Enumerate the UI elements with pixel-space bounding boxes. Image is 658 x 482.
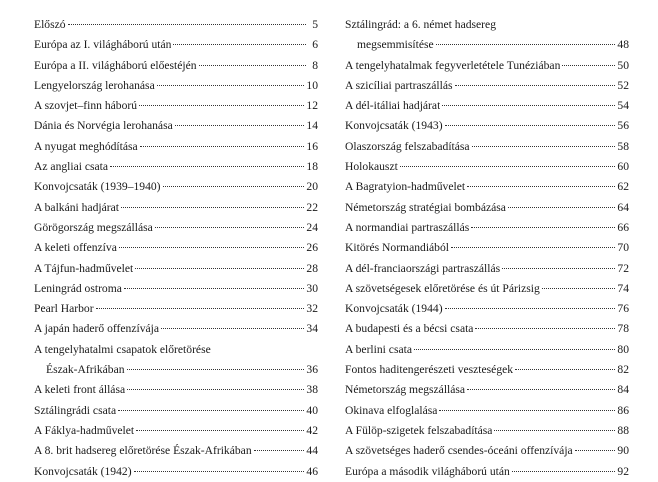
- toc-entry-page-number: 76: [617, 302, 629, 316]
- toc-entry: [34, 198, 318, 218]
- toc-entry-page-number: 22: [306, 200, 318, 214]
- dot-leader: [157, 85, 305, 86]
- toc-entry-page-number: 36: [306, 363, 318, 377]
- toc-entry-page-number: 8: [312, 58, 318, 72]
- toc-entry: [34, 259, 318, 279]
- dot-leader: [451, 247, 615, 248]
- toc-entry-title: Konvojcsaták (1943): [345, 119, 443, 133]
- toc-entry-title: A keleti front állása: [34, 383, 126, 397]
- toc-entry-page-number: 86: [617, 403, 629, 417]
- dot-leader: [442, 105, 615, 106]
- toc-entry-page-number: 60: [617, 160, 629, 174]
- dot-leader: [472, 146, 616, 147]
- toc-entry: [34, 218, 318, 238]
- toc-entry-title: Sztálingrád: a 6. német hadsereg: [345, 18, 496, 31]
- dot-leader: [414, 349, 615, 350]
- toc-entry-page-number: 20: [306, 180, 318, 194]
- toc-entry-title: A budapesti és a bécsi csata: [345, 322, 474, 336]
- toc-entry: [34, 421, 318, 441]
- toc-entry-title: Európa a második világháború után: [345, 464, 510, 478]
- toc-entry: [34, 76, 318, 96]
- toc-entry-title: megsemmisítése: [357, 38, 434, 52]
- toc-right-column: [345, 15, 629, 482]
- dot-leader: [173, 44, 306, 45]
- dot-leader: [124, 288, 305, 289]
- toc-entry-page-number: 88: [617, 423, 629, 437]
- dot-leader: [475, 328, 615, 329]
- toc-entry: [34, 157, 318, 177]
- toc-entry-title: Konvojcsaták (1939–1940): [34, 180, 161, 194]
- toc-entry: [345, 116, 629, 136]
- toc-entry-title: Kitörés Normandiából: [345, 241, 449, 255]
- toc-entry-title: Okinava elfoglalása: [345, 403, 438, 417]
- toc-entry: [34, 360, 318, 380]
- toc-entry-page-number: 54: [617, 99, 629, 113]
- toc-entry-page-number: 74: [617, 281, 629, 295]
- toc-entry-title: A szovjet–finn háború: [34, 99, 138, 113]
- toc-entry: [345, 462, 629, 482]
- toc-entry-title: A keleti offenzíva: [34, 241, 117, 255]
- toc-entry-title: A tengelyhatalmi csapatok előretörése: [34, 342, 211, 356]
- dot-leader: [515, 369, 615, 370]
- dot-leader: [455, 85, 616, 86]
- dot-leader: [119, 247, 305, 248]
- toc-entry-title: Németország megszállása: [345, 383, 466, 397]
- toc-entry-page-number: 78: [617, 322, 629, 336]
- toc-entry: [34, 441, 318, 461]
- toc-entry-title: A Tájfun-hadművelet: [34, 261, 134, 275]
- toc-entry-title: Dánia és Norvégia lerohanása: [34, 119, 173, 133]
- toc-entry-title: A Fülöp-szigetek felszabadítása: [345, 423, 493, 437]
- toc-entry-title: A Bagratyion-hadművelet: [345, 180, 466, 194]
- toc-entry: [34, 279, 318, 299]
- toc-entry-page-number: 28: [306, 261, 318, 275]
- dot-leader: [127, 389, 304, 390]
- toc-entry-page-number: 30: [306, 281, 318, 295]
- dot-leader: [127, 369, 305, 370]
- toc-entry-page-number: 92: [617, 464, 629, 478]
- dot-leader: [163, 186, 305, 187]
- toc-entry-page-number: 58: [617, 139, 629, 153]
- toc-entry: [345, 319, 629, 339]
- dot-leader: [436, 44, 616, 45]
- toc-entry-page-number: 44: [306, 444, 318, 458]
- toc-entry-title: A szicíliai partraszállás: [345, 78, 453, 92]
- toc-entry-page-number: 64: [617, 200, 629, 214]
- toc-entry-title: Olaszország felszabadítása: [345, 139, 470, 153]
- toc-entry-page-number: 62: [617, 180, 629, 194]
- toc-entry-page-number: 40: [306, 403, 318, 417]
- toc-entry: [345, 177, 629, 197]
- toc-entry-page-number: 52: [617, 78, 629, 92]
- toc-entry-page-number: 14: [306, 119, 318, 133]
- dot-leader: [121, 207, 304, 208]
- toc-entry-page-number: 70: [617, 241, 629, 255]
- dot-leader: [445, 125, 616, 126]
- toc-entry-title: A szövetségesek előretörése és út Párizsig: [345, 281, 540, 295]
- toc-entry-title: Fontos haditengerészeti veszteségek: [345, 363, 514, 377]
- toc-entry-page-number: 5: [312, 18, 318, 31]
- toc-entry: [34, 35, 318, 55]
- dot-leader: [575, 450, 616, 451]
- toc-entry-page-number: 6: [312, 38, 318, 52]
- toc-entry: [345, 238, 629, 258]
- dot-leader: [467, 186, 615, 187]
- toc-entry: [34, 401, 318, 421]
- dot-leader: [136, 430, 304, 431]
- toc-entry: [34, 340, 318, 360]
- toc-entry-page-number: 12: [306, 99, 318, 113]
- dot-leader: [135, 268, 304, 269]
- toc-entry-page-number: 24: [306, 220, 318, 234]
- dot-leader: [467, 389, 615, 390]
- toc-entry-title: Észak-Afrikában: [46, 363, 125, 377]
- dot-leader: [140, 146, 305, 147]
- dot-leader: [139, 105, 304, 106]
- toc-entry-title: Holokauszt: [345, 160, 398, 174]
- toc-entry: [345, 299, 629, 319]
- toc-entry-page-number: 84: [617, 383, 629, 397]
- toc-entry-page-number: 16: [306, 139, 318, 153]
- dot-leader: [494, 430, 615, 431]
- toc-entry: [34, 116, 318, 136]
- toc-entry-title: A Fáklya-hadművelet: [34, 423, 135, 437]
- toc-left-column: [34, 15, 318, 482]
- toc-entry: [345, 56, 629, 76]
- toc-entry: [345, 15, 629, 35]
- toc-entry-title: Pearl Harbor: [34, 302, 94, 316]
- toc-entry: [34, 177, 318, 197]
- dot-leader: [175, 125, 305, 126]
- toc-entry: [345, 218, 629, 238]
- toc-entry-title: Sztálingrádi csata: [34, 403, 117, 417]
- dot-leader: [161, 328, 304, 329]
- toc-entry: [345, 401, 629, 421]
- dot-leader: [512, 471, 616, 472]
- dot-leader: [199, 65, 306, 66]
- toc-entry-title: A nyugat meghódítása: [34, 139, 138, 153]
- toc-entry: [34, 137, 318, 157]
- toc-entry-title: A normandiai partraszállás: [345, 220, 470, 234]
- toc-entry: [345, 35, 629, 55]
- toc-entry: [34, 319, 318, 339]
- dot-leader: [445, 308, 616, 309]
- toc-entry-title: Görögország megszállása: [34, 220, 153, 234]
- toc-entry-title: A berlini csata: [345, 342, 412, 356]
- toc-entry-page-number: 72: [617, 261, 629, 275]
- toc-entry: [345, 96, 629, 116]
- toc-entry: [345, 380, 629, 400]
- toc-entry: [345, 157, 629, 177]
- toc-entry: [345, 198, 629, 218]
- toc-entry: [34, 380, 318, 400]
- toc-entry-title: A balkáni hadjárat: [34, 200, 119, 214]
- toc-entry-page-number: 56: [617, 119, 629, 133]
- toc-entry: [34, 299, 318, 319]
- toc-entry-page-number: 66: [617, 220, 629, 234]
- toc-entry-title: A dél-itáliai hadjárat: [345, 99, 441, 113]
- toc-entry: [345, 259, 629, 279]
- toc-entry-page-number: 50: [617, 58, 629, 72]
- dot-leader: [96, 308, 305, 309]
- dot-leader: [68, 24, 306, 25]
- toc-entry-page-number: 42: [306, 423, 318, 437]
- toc-entry-page-number: 26: [306, 241, 318, 255]
- toc-entry-page-number: 38: [306, 383, 318, 397]
- toc-entry-page-number: 82: [617, 363, 629, 377]
- dot-leader: [562, 65, 615, 66]
- toc-entry: [34, 238, 318, 258]
- dot-leader: [502, 268, 615, 269]
- toc-entry-title: Európa a II. világháború előestéjén: [34, 58, 197, 72]
- toc-entry-title: Németország stratégiai bombázása: [345, 200, 506, 214]
- dot-leader: [542, 288, 616, 289]
- toc-entry-title: A dél-franciaországi partraszállás: [345, 261, 501, 275]
- toc-entry-page-number: 48: [617, 38, 629, 52]
- toc-entry: [34, 56, 318, 76]
- toc-entry: [345, 421, 629, 441]
- toc-entry-page-number: 90: [617, 444, 629, 458]
- toc-entry-page-number: 18: [306, 160, 318, 174]
- toc-entry: [345, 340, 629, 360]
- toc-entry-title: A szövetséges haderő csendes-óceáni offenzívája: [345, 444, 573, 458]
- toc-entry-page-number: 80: [617, 342, 629, 356]
- toc-entry-title: Konvojcsaták (1944): [345, 302, 443, 316]
- toc-entry: [34, 96, 318, 116]
- toc-entry-title: Leningrád ostroma: [34, 281, 122, 295]
- dot-leader: [155, 227, 305, 228]
- dot-leader: [118, 410, 304, 411]
- toc-entry: [345, 137, 629, 157]
- toc-entry-title: Lengyelország lerohanása: [34, 78, 155, 92]
- toc-entry-page-number: 10: [306, 78, 318, 92]
- dot-leader: [471, 227, 615, 228]
- dot-leader: [254, 450, 305, 451]
- toc-entry: [34, 462, 318, 482]
- toc-entry-title: Az angliai csata: [34, 160, 109, 174]
- dot-leader: [110, 166, 304, 167]
- toc-entry: [345, 441, 629, 461]
- toc-entry-page-number: 32: [306, 302, 318, 316]
- toc-entry-title: Előszó: [34, 18, 66, 31]
- toc-entry: [34, 15, 318, 35]
- dot-leader: [439, 410, 615, 411]
- toc-entry-title: A 8. brit hadsereg előretörése Észak-Afrikában: [34, 444, 252, 458]
- dot-leader: [400, 166, 616, 167]
- toc-entry: [345, 279, 629, 299]
- toc-entry-page-number: 46: [306, 464, 318, 478]
- toc-entry: [345, 76, 629, 96]
- toc-entry: [345, 360, 629, 380]
- dot-leader: [508, 207, 615, 208]
- toc-entry-title: Európa az I. világháború után: [34, 38, 172, 52]
- dot-leader: [134, 471, 305, 472]
- toc-entry-page-number: 34: [306, 322, 318, 336]
- toc-entry-title: A japán haderő offenzívája: [34, 322, 160, 336]
- toc-entry-title: Konvojcsaták (1942): [34, 464, 132, 478]
- toc-entry-title: A tengelyhatalmak fegyverletétele Tunéziában: [345, 58, 561, 72]
